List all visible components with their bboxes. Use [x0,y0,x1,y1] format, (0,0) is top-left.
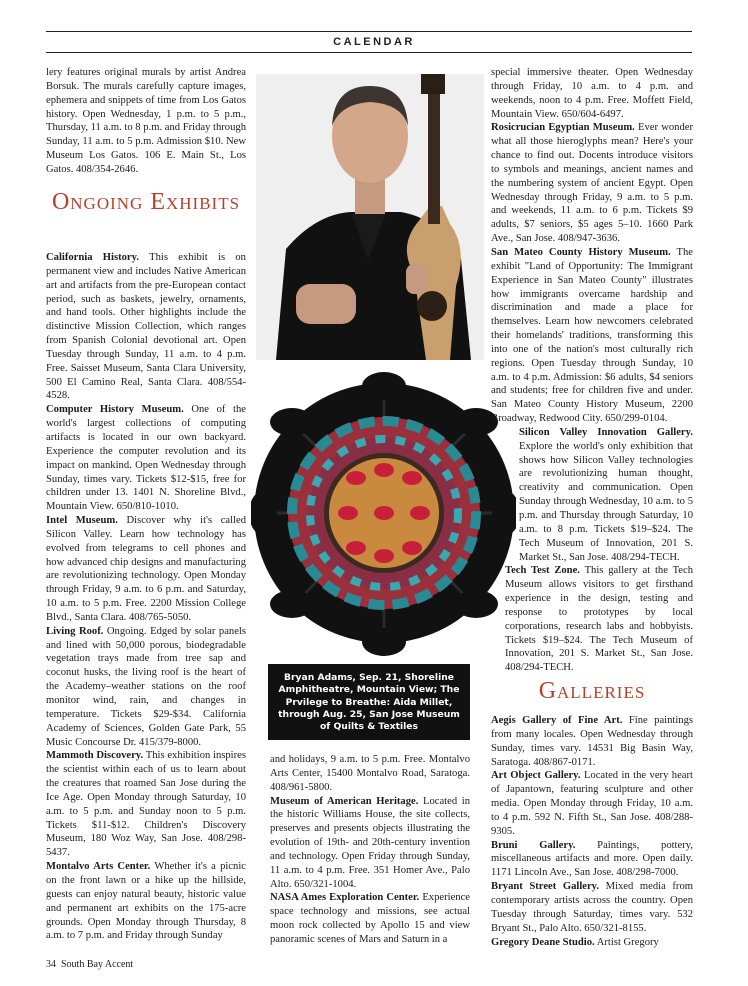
listing [491,769,693,838]
listing [491,936,693,950]
listing [270,795,470,892]
listing-title: Montalvo Arts Center. [46,861,151,873]
header-rule-bottom [46,52,692,53]
listing [491,714,693,769]
column-left-listings [46,251,246,943]
column-left [46,66,246,177]
listing-text: The exhibit "Land of Opportunity: The Immigrant Experience in San Mateo County" illustrates how immigrants overcame hardship and discrimination and made a place for themselves. Learn how newcomers celebrated their homelands' traditions, transforming this into one of the nation's most culturally rich regions. Open Tuesday through Sunday, 10 a.m. to 4 p.m. Admission: $6 adults, $4 seniors and students; free for children five and under. San Mateo County History Museum, 2200 Broadway, Redwood City. 650/299-0104. [491,246,693,425]
listing-title: Museum of American Heritage. [270,795,419,807]
listing-title: Living Roof. [46,625,104,637]
listing-text: Paintings, pottery, miscellaneous artifacts and more. Open daily. 1171 Lincoln Ave., San Jose. 408/298-7000. [491,839,693,879]
listing-text: Located in the very heart of Japantown, featuring sculpture and other media. Open Monday through Friday, 10 a.m. to 4 p.m. 592 N. Fifth St., San Jose. 408/288-9305. [491,770,693,837]
listing-text: One of the world's largest collections of computing artifacts is located in our own backyard. Experience the computer revolution and its impact on mankind. Open Wednesday through Sunday, times vary. Tickets $12-$15, free for children under 13. 1401 N. Shoreline Blvd., Mountain View. 650/810-1010. [46,404,246,513]
listing-text: Fine paintings from many locales. Open Wednesday through Sunday, times vary. 14531 Big Basin Way, Saratoga. 408/867-0171. [491,715,693,768]
performer-illustration [256,74,484,360]
listing-text: Experience space technology and missions, see actual moon rock collected by Apollo 15 and view panoramic scenes of Mars and Saturn in a [270,892,470,945]
listing-title: San Mateo County History Museum. [491,246,671,258]
listing-title: Gregory Deane Studio. [491,936,595,948]
listing-text: Artist Gregory [594,936,659,948]
heading-ongoing-exhibits: Ongoing Exhibits [51,189,241,215]
listing-title: Bruni Gallery. [491,839,576,851]
listing [46,251,246,403]
page-footer [46,959,133,970]
listing [491,246,693,426]
listing-title: Rosicrucian Egyptian Museum. [491,122,635,134]
listing-continuation: special immersive theater. Open Wednesday through Friday, 10 a.m. to 4 p.m. and weekends, noon to 4 p.m. Free. Moffett Field, Mountain View. 650/604-6497. [491,67,693,120]
listing-text: Whether it's a picnic on the front lawn or a hike up the hillside, guests can enjoy natural beauty, historic value and permanent art exhibits on the 175-acre grounds. Open Monday through Thursday, 8 a.m. to 7 p.m. and Friday through Sunday [46,861,247,942]
page-number: 34 [46,959,56,970]
listing-text: Located in the historic Williams House, the site collects, preserves and presents objects illustrating the evolution of 19th- and 20th-century invention and technology. Open Friday through Sunday, 11 a.m. to 4 p.m. Free. 351 Homer Ave., Palo Alto. 650/321-1004. [270,795,471,890]
listing [46,625,246,750]
listing-title: Intel Museum. [46,515,118,527]
listing [46,403,246,514]
listing-text: Ever wonder what all those hieroglyphs mean? Here's your chance to find out. Docents introduce visitors to symbols and meanings, ancient names and the numbering system of ancient Egypt. Open Wednesday through Friday, 9 a.m. to 5 p.m. and weekends, 11 a.m. to 6 p.m. Tickets $9 adults, $7 seniors, $5 ages 5–10. 1660 Park Ave., San Jose. 408/947-3636. [491,122,693,245]
publication-name: South Bay Accent [61,959,134,970]
listing [46,860,246,943]
listing-text: This exhibit is on permanent view and includes Native American art and artifacts from the pre-European contact period, such as baskets, jewelry, ornaments, and hand tools. Other highlights include the distinctive Mission Collection, which ranges from Spanish Colonial devotional art. Open Tuesday through Sunday, 11 a.m. to 4 p.m. Free. Saisset Museum, Santa Clara University, 500 El Camino Real, Santa Clara. 408/554-4528. [46,252,246,402]
listing-text: Ongoing. Edged by solar panels and lined with 50,000 porous, biodegradable vegetation trays made from tree sap and coconut husks, the living roof is the heart of the Academy–weather stations on the roof monitor wind, rain, and changes in temperature. Tickets $29-$34. California Academy of Sciences, Golden Gate Park, 55 Music Concourse Dr. 415/379-8000. [46,625,246,748]
heading-galleries: Galleries [538,678,646,704]
listing [270,891,470,946]
listing-title: California History. [46,252,139,263]
column-right [491,66,693,675]
column-middle [270,753,470,947]
column-right-galleries [491,714,693,949]
listing-text: Explore the world's only exhibition that shows how Silicon Valley technologies are revolutionizing human thought, creativity and communication. Open Sunday through Wednesday, 10 a.m. to 5 p.m. and Thursday through Saturday, 10 a.m. to 8 p.m. Tickets $19–$24. The Tech Museum of Innovation, 201 S. Market St., San Jose. 408/294-TECH. [519,440,693,563]
listing-title: Bryant Street Gallery. [491,881,600,893]
listing-text: This exhibition inspires the scientist within each of us to learn about the creatures that roamed San Jose during the Ice Age. Open Monday through Saturday, 10 a.m. to 5 p.m. and Sunday noon to 5 p.m. Tickets $11-$12. Children's Discovery Museum, 180 Woz Way, San Jose. 408/298-5437. [46,750,246,859]
photo-caption: Bryan Adams, Sep. 21, Shoreline Amphitheatre, Mountain View; The Prvilege to Breathe: Aida Millet, through Aug. 25, San Jose Museum of Quilts & Textiles [268,664,470,740]
textile-illustration [251,360,516,666]
listing [491,121,693,246]
header-rule-top [46,31,692,32]
intro-paragraph: lery features original murals by artist Andrea Borsuk. The murals carefully capture images, ephemera and snippets of time from Los Gatos history. Open Wednesday, 1 p.m. to 5 p.m., Thursday, 11 a.m. to 8 p.m. and Friday through Sunday, 11 a.m. to 5 p.m. Admission $10. New Museum Los Gatos. 106 E. Main St., Los Gatos. 408/354-2646. [46,67,246,175]
section-label: CALENDAR [333,36,415,48]
textile-artwork [251,360,516,666]
listing-text: Discover why it's called Silicon Valley. Learn how technology has evolved from telegrams to cell phones and how advanced chip designs and manufacturing are revolutionizing technology. Open Monday through Friday, 9 a.m. to 6 p.m. and Saturday, 10 a.m. to 5 p.m. Free. 2200 Mission College Blvd., Santa Clara. 408/765-5050. [46,515,246,623]
listing-title: Silicon Valley Innovation Gallery. [519,426,693,438]
listing-title: Art Object Gallery. [491,770,581,782]
listing-text: Mixed media from contemporary artists across the country. Open Tuesday through Saturday, times vary. 532 Bryant St., Palo Alto. 650/321-8155. [491,881,693,934]
listing-title: Computer History Museum. [46,404,184,416]
listing-title: Tech Test Zone. [505,565,580,577]
listing [491,880,693,935]
listing-title: Mammoth Discovery. [46,750,144,762]
listing [46,749,246,860]
listing-continuation: and holidays, 9 a.m. to 5 p.m. Free. Montalvo Arts Center, 15400 Montalvo Road, Saratoga. 408/961-5800. [270,754,470,793]
listing-title: Aegis Gallery of Fine Art. [491,715,623,726]
listing-title: NASA Ames Exploration Center. [270,892,420,904]
listing [491,839,693,881]
listing [519,426,693,564]
performer-photo [256,74,484,360]
listing [46,514,246,625]
listing-text: This gallery at the Tech Museum allows visitors to get firsthand experience in the design, testing and response to prototypes by local corporations, research labs and hobbyists. Tickets $19–$24. The Tech Museum of Innovation, 201 S. Market St., San Jose. 408/294-TECH. [505,565,694,674]
listing [505,564,693,675]
